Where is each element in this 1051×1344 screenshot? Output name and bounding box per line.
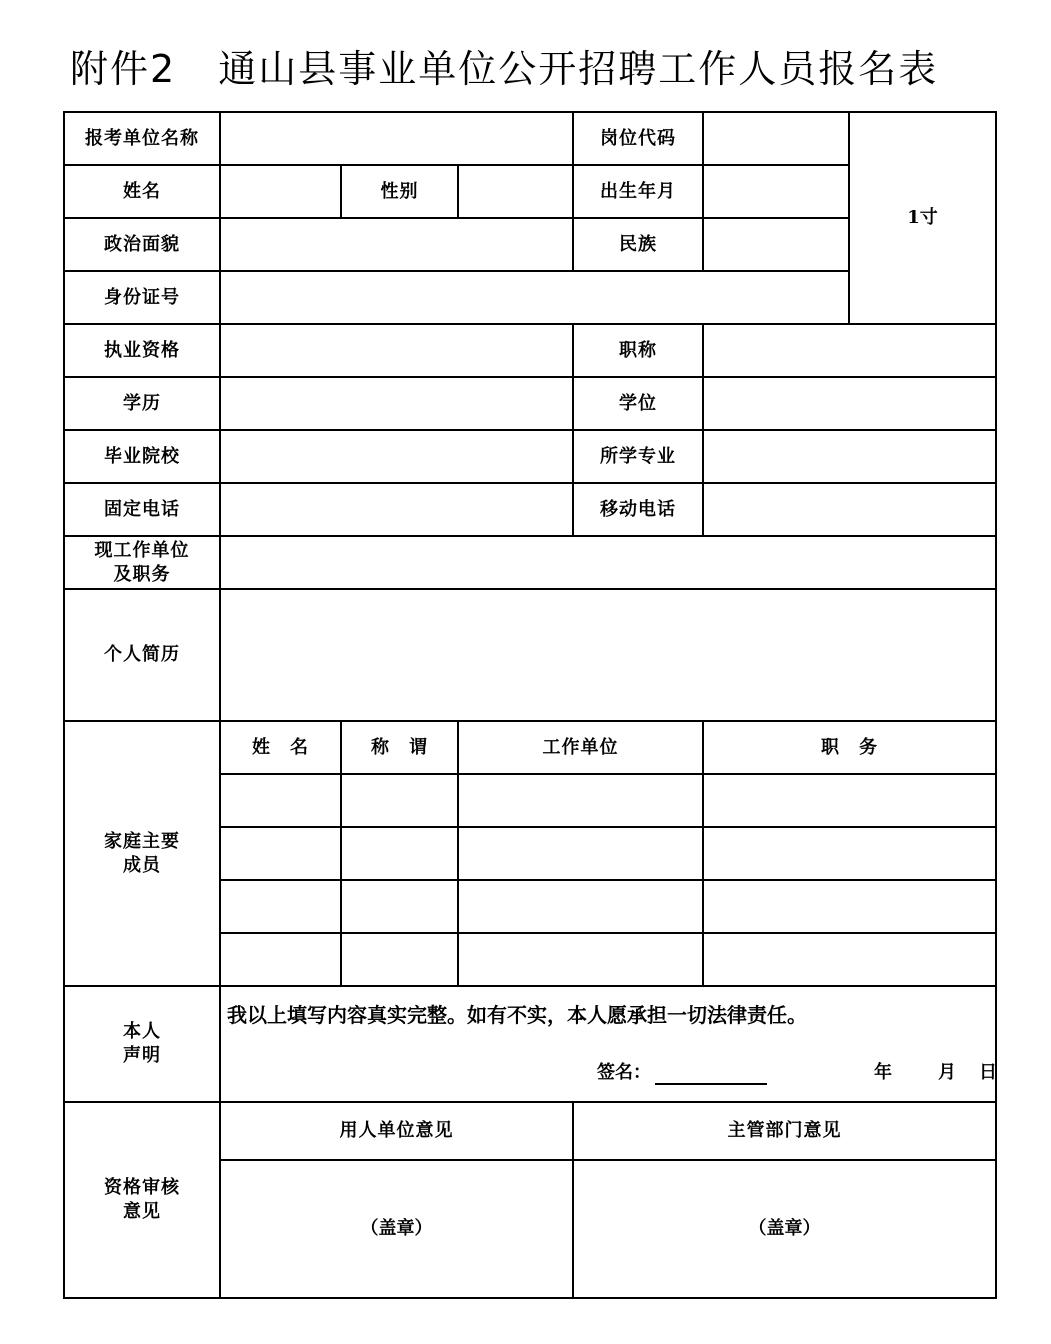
id-number-label: 身份证号 — [64, 271, 220, 324]
name-field[interactable] — [220, 165, 341, 218]
family-position-cell[interactable] — [703, 827, 996, 880]
signature-line[interactable] — [655, 1065, 767, 1085]
gender-field[interactable] — [458, 165, 573, 218]
family-label-line1: 家庭主要 — [104, 830, 180, 852]
family-label — [64, 721, 220, 986]
declaration-cell — [220, 986, 996, 1102]
unit-name-field[interactable] — [220, 112, 573, 165]
review-label-line1: 资格审核 — [104, 1177, 180, 1198]
family-name-cell[interactable] — [220, 880, 341, 933]
review-label — [64, 1102, 220, 1298]
current-job-label-line2: 及职务 — [113, 563, 171, 585]
attachment-label: 附件2 — [70, 47, 177, 91]
degree-field[interactable] — [703, 377, 996, 430]
family-workplace-cell[interactable] — [458, 880, 703, 933]
family-label-line2: 成员 — [123, 854, 161, 876]
family-name-cell[interactable] — [220, 774, 341, 827]
family-header-name: 姓 名 — [220, 721, 341, 774]
date-day-label: 日 — [979, 1062, 997, 1083]
photo-box[interactable]: 1寸 — [849, 112, 996, 324]
family-relation-cell[interactable] — [341, 933, 458, 986]
id-number-field[interactable] — [220, 271, 849, 324]
unit-name-label: 报考单位名称 — [64, 112, 220, 165]
family-header-position: 职 务 — [703, 721, 996, 774]
signature-label: 签名： — [597, 1062, 651, 1083]
mobile-field[interactable] — [703, 483, 996, 536]
landline-field[interactable] — [220, 483, 573, 536]
ethnicity-field[interactable] — [703, 218, 849, 271]
post-code-label: 岗位代码 — [573, 112, 703, 165]
date-month-label: 月 — [938, 1062, 956, 1083]
form-title: 通山县事业单位公开招聘工作人员报名表 — [218, 47, 939, 91]
declaration-label-line1: 本人 — [123, 1021, 161, 1042]
signature-area — [597, 1061, 767, 1085]
major-label: 所学专业 — [573, 430, 703, 483]
school-label: 毕业院校 — [64, 430, 220, 483]
authority-seal-label: （盖章） — [748, 1218, 821, 1239]
declaration-label-line2: 声明 — [123, 1045, 161, 1066]
family-relation-cell[interactable] — [341, 774, 458, 827]
family-header-workplace: 工作单位 — [458, 721, 703, 774]
major-field[interactable] — [703, 430, 996, 483]
title-rank-label: 职称 — [573, 324, 703, 377]
registration-form — [63, 111, 997, 1299]
family-position-cell[interactable] — [703, 880, 996, 933]
family-workplace-cell[interactable] — [458, 774, 703, 827]
current-job-label-line1: 现工作单位 — [94, 539, 190, 561]
authority-opinion-header: 主管部门意见 — [573, 1102, 996, 1160]
family-workplace-cell[interactable] — [458, 933, 703, 986]
employer-opinion-header: 用人单位意见 — [220, 1102, 573, 1160]
declaration-label — [64, 986, 220, 1102]
authority-seal-cell[interactable] — [573, 1160, 996, 1298]
family-position-cell[interactable] — [703, 774, 996, 827]
family-relation-cell[interactable] — [341, 827, 458, 880]
current-job-field[interactable] — [220, 536, 996, 589]
landline-label: 固定电话 — [64, 483, 220, 536]
ethnicity-label: 民族 — [573, 218, 703, 271]
education-label: 学历 — [64, 377, 220, 430]
date-area — [851, 1061, 997, 1085]
post-code-field[interactable] — [703, 112, 849, 165]
family-name-cell[interactable] — [220, 933, 341, 986]
family-name-cell[interactable] — [220, 827, 341, 880]
family-position-cell[interactable] — [703, 933, 996, 986]
license-field[interactable] — [220, 324, 573, 377]
school-field[interactable] — [220, 430, 573, 483]
employer-seal-label: （盖章） — [360, 1218, 433, 1239]
resume-field[interactable] — [220, 589, 996, 721]
name-label: 姓名 — [64, 165, 220, 218]
family-header-relation: 称 谓 — [341, 721, 458, 774]
politics-label: 政治面貌 — [64, 218, 220, 271]
mobile-label: 移动电话 — [573, 483, 703, 536]
current-job-label — [64, 536, 220, 589]
education-field[interactable] — [220, 377, 573, 430]
family-relation-cell[interactable] — [341, 880, 458, 933]
family-workplace-cell[interactable] — [458, 827, 703, 880]
politics-field[interactable] — [220, 218, 573, 271]
degree-label: 学位 — [573, 377, 703, 430]
date-year-label: 年 — [874, 1062, 892, 1083]
title-rank-field[interactable] — [703, 324, 996, 377]
birth-label: 出生年月 — [573, 165, 703, 218]
license-label: 执业资格 — [64, 324, 220, 377]
resume-label: 个人简历 — [64, 589, 220, 721]
declaration-text: 我以上填写内容真实完整。如有不实，本人愿承担一切法律责任。 — [227, 1003, 807, 1027]
page-title — [70, 38, 938, 93]
review-label-line2: 意见 — [123, 1201, 161, 1222]
employer-seal-cell[interactable] — [220, 1160, 573, 1298]
gender-label: 性别 — [341, 165, 458, 218]
birth-field[interactable] — [703, 165, 849, 218]
